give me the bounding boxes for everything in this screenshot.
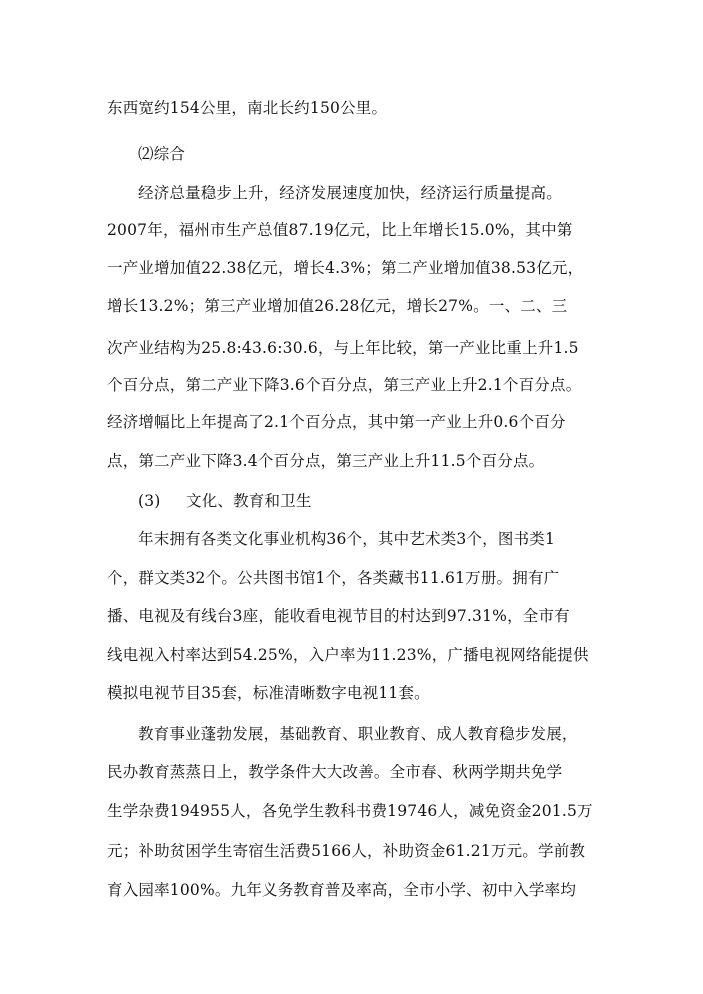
text-line-1: 东西宽约154公里，南北长约150公里。 xyxy=(107,99,388,117)
section-heading-2: ⑵综合 xyxy=(138,145,186,163)
paragraph-education-line-2: 民办教育蒸蒸日上，教学条件大大改善。全市春、秋两学期共免学 xyxy=(107,763,563,781)
paragraph-culture-line-5: 模拟电视节目35套，标准清晰数字电视11套。 xyxy=(107,684,430,702)
paragraph-education-line-1: 教育事业蓬勃发展，基础教育、职业教育、成人教育稳步发展， xyxy=(138,725,578,743)
paragraph-education-line-3: 生学杂费194955人，各免学生教科书费19746人，减免资金201.5万 xyxy=(107,802,593,820)
paragraph-education-line-5: 育入园率100%。九年义务教育普及率高，全市小学、初中入学率均 xyxy=(107,881,577,899)
paragraph-culture-line-1: 年末拥有各类文化事业机构36个，其中艺术类3个，图书类1 xyxy=(138,530,556,548)
section-heading-3 xyxy=(138,491,378,511)
paragraph-economy-line-3: 一产业增加值22.38亿元，增长4.3%；第二产业增加值38.53亿元， xyxy=(107,259,584,277)
paragraph-economy-line-8: 点，第二产业下降3.4个百分点，第三产业上升11.5个百分点。 xyxy=(107,452,545,470)
paragraph-economy-line-6: 个百分点，第二产业下降3.6个百分点，第三产业上升2.1个百分点。 xyxy=(107,376,582,394)
section-title: 文化、教育和卫生 xyxy=(186,492,312,510)
section-number: (3) xyxy=(138,492,161,510)
paragraph-economy-line-7: 经济增幅比上年提高了2.1个百分点，其中第一产业上升0.6个百分 xyxy=(107,413,566,431)
paragraph-culture-line-2: 个，群文类32个。公共图书馆1个，各类藏书11.61万册。拥有广 xyxy=(107,569,560,587)
paragraph-economy-line-4: 增长13.2%；第三产业增加值26.28亿元，增长27%。一、二、三 xyxy=(107,297,568,315)
paragraph-culture-line-4: 线电视入村率达到54.25%，入户率为11.23%，广播电视网络能提供 xyxy=(107,646,589,664)
paragraph-economy-line-5: 次产业结构为25.8:43.6:30.6，与上年比较，第一产业比重上升1.5 xyxy=(107,339,579,357)
paragraph-education-line-4: 元；补助贫困学生寄宿生活费5166人，补助资金61.21万元。学前教 xyxy=(107,842,586,860)
paragraph-economy-line-1: 经济总量稳步上升，经济发展速度加快，经济运行质量提高。 xyxy=(138,184,562,202)
paragraph-culture-line-3: 播、电视及有线台3座，能收看电视节目的村达到97.31%，全市有 xyxy=(107,607,570,625)
paragraph-economy-line-2: 2007年，福州市生产总值87.19亿元，比上年增长15.0%，其中第 xyxy=(107,221,573,239)
